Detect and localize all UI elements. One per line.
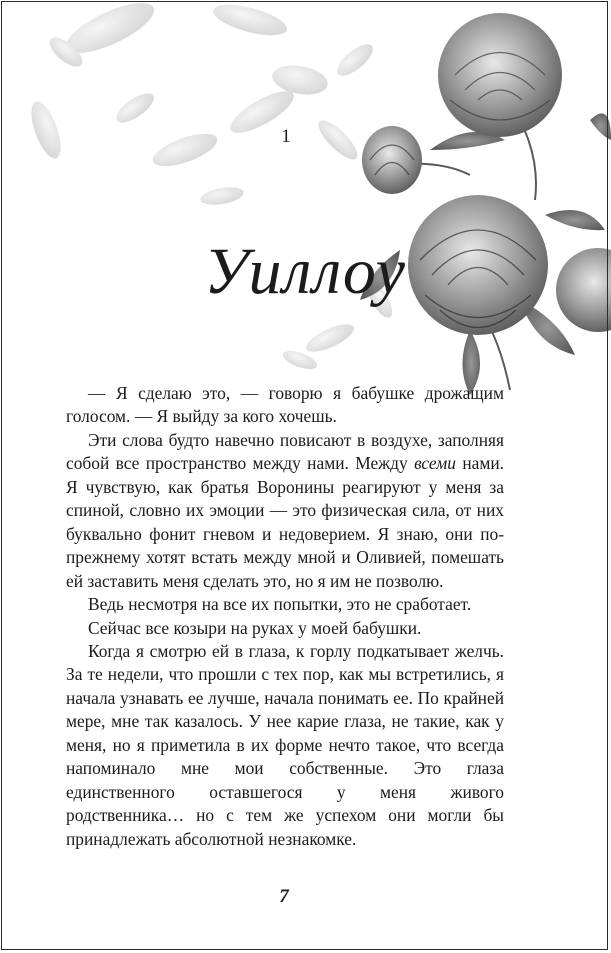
peony-top — [438, 13, 562, 137]
paragraph — [66, 617, 504, 640]
peony-bud — [362, 126, 422, 194]
paragraph-text: Эти слова будто навечно повисают в воздухе, заполняя собой все пространство между нами. Между — [66, 429, 504, 474]
chapter-title: Уиллоу — [204, 235, 406, 308]
page-number: 7 — [279, 886, 289, 907]
paragraph — [66, 640, 504, 851]
paragraph-text: — Я сделаю это, — говорю я бабушке дрожащим голосом. — Я выйду за кого хочешь. — [66, 383, 504, 427]
peony-right — [556, 248, 611, 332]
chapter-number: 1 — [281, 126, 291, 147]
paragraph-text: Когда я смотрю ей в глаза, к горлу подкатывает желчь. За те недели, что прошли с тех пор, как мы встретились, я начала узнавать ее лучше, начала понимать ее. По крайней мере, мне так казалось. У нее карие глаза, не такие, как у меня, но я приметила в их форме нечто такое, что всегда напоминало мне мои собственные. Это глаза единственного оставшегося у меня живого родственника… но с тем же успехом они могли бы принадлежать абсолютной незнакомке. — [66, 640, 504, 849]
paragraph-text: Сейчас все козыри на руках у моей бабушки. — [88, 617, 422, 638]
paragraph — [66, 382, 504, 429]
paragraph — [66, 593, 504, 616]
paragraph-text: Ведь несмотря на все их попытки, это не сработает. — [88, 594, 472, 615]
emphasis-text: всеми — [414, 453, 456, 474]
chapter-body-text — [66, 382, 504, 851]
peony-flowers-illustration — [0, 0, 611, 400]
paragraph-text: нами. Я чувствую, как братья Воронины реагируют у меня за спиной, словно их эмоции — это физическая сила, от них буквально фонит гневом и недоверием. Я знаю, они по-прежнему хотят встать между мной и Оливией, помешать ей заставить меня сделать это, но я им не позволю. — [66, 453, 504, 591]
paragraph — [66, 429, 504, 593]
peony-large — [408, 195, 548, 335]
